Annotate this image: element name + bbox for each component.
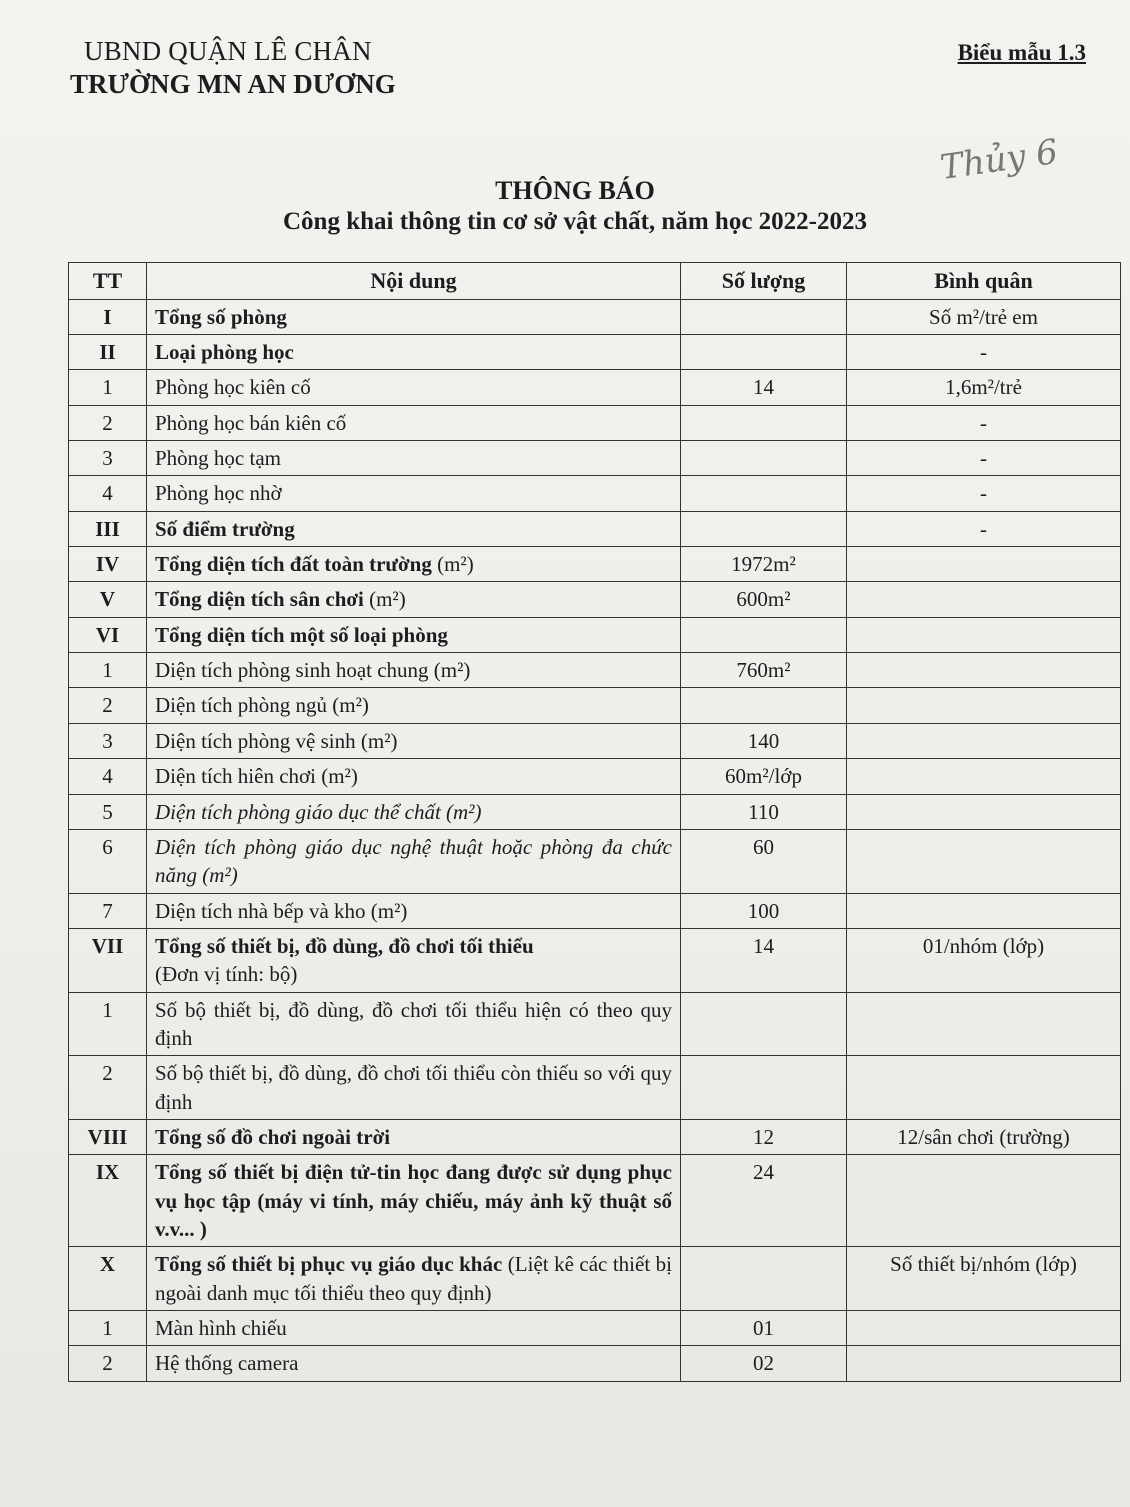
table-row: [69, 370, 1121, 405]
row-content-main: Tổng diện tích đất toàn trường: [155, 552, 432, 577]
header-left: [70, 36, 396, 100]
table-row: [69, 794, 1121, 829]
row-quantity: [681, 476, 847, 511]
row-content-note: (Liệt kê các thiết bị ngoài danh mục tối thiểu theo quy định): [155, 1252, 672, 1305]
row-content: [147, 582, 681, 617]
row-tt: III: [69, 511, 147, 546]
row-tt: 1: [69, 653, 147, 688]
table-row: [69, 547, 1121, 582]
row-content-main: Tổng số thiết bị, đồ dùng, đồ chơi tối thiểu: [155, 933, 534, 958]
row-quantity: 02: [681, 1346, 847, 1381]
row-average: [847, 653, 1121, 688]
row-tt: 7: [69, 893, 147, 928]
row-quantity: 60: [681, 829, 847, 893]
row-content: Phòng học kiên cố: [147, 370, 681, 405]
row-average: [847, 759, 1121, 794]
row-content: Diện tích nhà bếp và kho (m²): [147, 893, 681, 928]
row-quantity: 110: [681, 794, 847, 829]
row-content: Phòng học bán kiên cố: [147, 405, 681, 440]
row-quantity: [681, 335, 847, 370]
row-content-note: (Đơn vị tính: bộ): [155, 962, 298, 987]
row-content: Diện tích phòng giáo dục thể chất (m²): [147, 794, 681, 829]
handwritten-note: Thủy 6: [937, 131, 1061, 189]
row-average: [847, 582, 1121, 617]
row-tt: 2: [69, 1346, 147, 1381]
table-row: [69, 582, 1121, 617]
row-average: [847, 1155, 1121, 1247]
row-average: [847, 893, 1121, 928]
table-row: [69, 405, 1121, 440]
row-content: Diện tích phòng vệ sinh (m²): [147, 723, 681, 758]
row-content: Diện tích phòng giáo dục nghệ thuật hoặc phòng đa chức năng (m²): [147, 829, 681, 893]
row-average: [847, 1311, 1121, 1346]
row-quantity: [681, 441, 847, 476]
row-quantity: 24: [681, 1155, 847, 1247]
row-content-main: Tổng diện tích sân chơi: [155, 587, 364, 612]
row-tt: 3: [69, 723, 147, 758]
table-row: [69, 617, 1121, 652]
col-header-tt: TT: [69, 263, 147, 300]
table-row: [69, 1346, 1121, 1381]
row-content: Diện tích hiên chơi (m²): [147, 759, 681, 794]
table-row: [69, 759, 1121, 794]
row-quantity: 100: [681, 893, 847, 928]
row-average: [847, 617, 1121, 652]
row-tt: 4: [69, 759, 147, 794]
row-quantity: 01: [681, 1311, 847, 1346]
row-tt: 2: [69, 405, 147, 440]
row-content: [147, 547, 681, 582]
row-tt: 2: [69, 688, 147, 723]
row-average: [847, 829, 1121, 893]
row-tt: 3: [69, 441, 147, 476]
table-row: [69, 335, 1121, 370]
row-content: Số bộ thiết bị, đồ dùng, đồ chơi tối thiểu còn thiếu so với quy định: [147, 1056, 681, 1120]
col-header-average: Bình quân: [847, 263, 1121, 300]
row-content-main: Tổng số thiết bị phục vụ giáo dục khác: [155, 1252, 503, 1277]
row-quantity: [681, 1247, 847, 1311]
table-row: [69, 688, 1121, 723]
table-row: [69, 653, 1121, 688]
row-tt: II: [69, 335, 147, 370]
row-average: [847, 992, 1121, 1056]
row-average: [847, 547, 1121, 582]
school-name: TRƯỜNG MN AN DƯƠNG: [70, 69, 396, 99]
row-tt: 4: [69, 476, 147, 511]
table-header-row: [69, 263, 1121, 300]
row-tt: IX: [69, 1155, 147, 1247]
row-tt: 1: [69, 1311, 147, 1346]
row-average: -: [847, 476, 1121, 511]
row-content: [147, 1247, 681, 1311]
row-tt: X: [69, 1247, 147, 1311]
doc-subtitle: Công khai thông tin cơ sở vật chất, năm học 2022-2023: [283, 208, 867, 235]
row-content: Hệ thống camera: [147, 1346, 681, 1381]
table-row: [69, 476, 1121, 511]
table-row: [69, 441, 1121, 476]
row-tt: VII: [69, 928, 147, 992]
table-row: [69, 1056, 1121, 1120]
row-tt: VI: [69, 617, 147, 652]
row-content: Diện tích phòng sinh hoạt chung (m²): [147, 653, 681, 688]
row-tt: 5: [69, 794, 147, 829]
table-row: [69, 992, 1121, 1056]
row-quantity: [681, 617, 847, 652]
row-quantity: 600m²: [681, 582, 847, 617]
row-content: Tổng số phòng: [147, 299, 681, 334]
agency-name: UBND QUẬN LÊ CHÂN: [84, 36, 372, 66]
table-row: [69, 723, 1121, 758]
row-content-unit: (m²): [431, 552, 474, 577]
row-quantity: [681, 511, 847, 546]
form-number: Biểu mẫu 1.3: [957, 40, 1086, 65]
row-content: Tổng diện tích một số loại phòng: [147, 617, 681, 652]
table-row: [69, 893, 1121, 928]
row-average: [847, 723, 1121, 758]
row-quantity: [681, 992, 847, 1056]
row-quantity: 140: [681, 723, 847, 758]
row-content: Màn hình chiếu: [147, 1311, 681, 1346]
facilities-table: [68, 262, 1121, 1382]
row-content: Phòng học tạm: [147, 441, 681, 476]
table-row: [69, 1311, 1121, 1346]
row-content: [147, 928, 681, 992]
row-tt: 1: [69, 992, 147, 1056]
row-tt: 6: [69, 829, 147, 893]
table-row: [69, 928, 1121, 992]
table-row: [69, 829, 1121, 893]
row-average: [847, 794, 1121, 829]
row-content: Diện tích phòng ngủ (m²): [147, 688, 681, 723]
row-content: Số bộ thiết bị, đồ dùng, đồ chơi tối thiểu hiện có theo quy định: [147, 992, 681, 1056]
row-content: Tổng số đồ chơi ngoài trời: [147, 1119, 681, 1154]
row-quantity: [681, 688, 847, 723]
row-quantity: 12: [681, 1119, 847, 1154]
row-average: -: [847, 511, 1121, 546]
col-header-quantity: Số lượng: [681, 263, 847, 300]
table-row: [69, 1155, 1121, 1247]
row-content: Số điểm trường: [147, 511, 681, 546]
row-content: Loại phòng học: [147, 335, 681, 370]
row-tt: I: [69, 299, 147, 334]
table-row: [69, 1119, 1121, 1154]
row-average: 1,6m²/trẻ: [847, 370, 1121, 405]
row-quantity: [681, 405, 847, 440]
row-quantity: 60m²/lớp: [681, 759, 847, 794]
row-quantity: 760m²: [681, 653, 847, 688]
row-quantity: 1972m²: [681, 547, 847, 582]
row-content: Tổng số thiết bị điện tử-tin học đang được sử dụng phục vụ học tập (máy vi tính, máy chiếu, máy ảnh kỹ thuật số v.v... ): [147, 1155, 681, 1247]
table-row: [69, 511, 1121, 546]
row-content: Phòng học nhờ: [147, 476, 681, 511]
row-tt: IV: [69, 547, 147, 582]
row-average: Số m²/trẻ em: [847, 299, 1121, 334]
row-tt: VIII: [69, 1119, 147, 1154]
row-quantity: [681, 1056, 847, 1120]
row-tt: 2: [69, 1056, 147, 1120]
row-tt: V: [69, 582, 147, 617]
row-average: [847, 688, 1121, 723]
row-quantity: 14: [681, 928, 847, 992]
row-average: 12/sân chơi (trường): [847, 1119, 1121, 1154]
row-average: [847, 1346, 1121, 1381]
row-quantity: 14: [681, 370, 847, 405]
row-quantity: [681, 299, 847, 334]
row-average: Số thiết bị/nhóm (lớp): [847, 1247, 1121, 1311]
row-average: -: [847, 405, 1121, 440]
row-average: -: [847, 441, 1121, 476]
doc-title: THÔNG BÁO: [495, 176, 655, 205]
table-row: [69, 1247, 1121, 1311]
row-average: 01/nhóm (lớp): [847, 928, 1121, 992]
row-average: -: [847, 335, 1121, 370]
table-row: [69, 299, 1121, 334]
row-average: [847, 1056, 1121, 1120]
col-header-content: Nội dung: [147, 263, 681, 300]
row-tt: 1: [69, 370, 147, 405]
row-content-unit: (m²): [363, 587, 406, 612]
